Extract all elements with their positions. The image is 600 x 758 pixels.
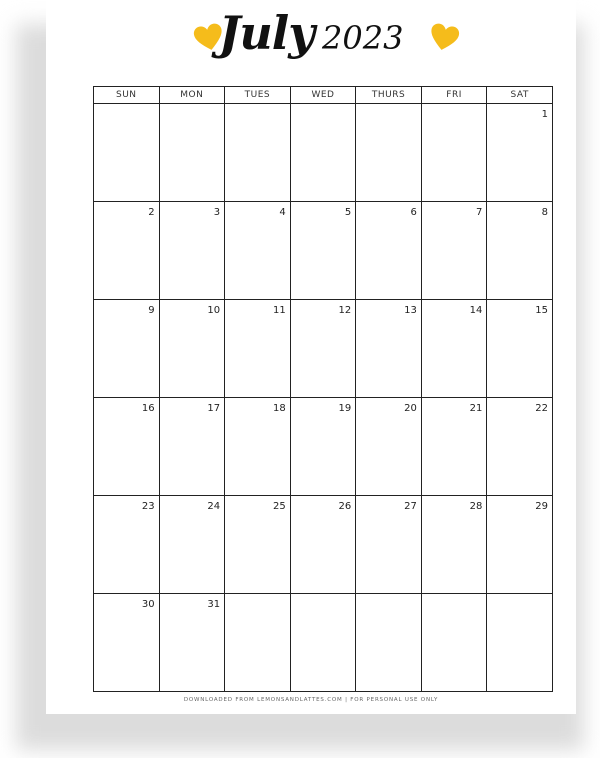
- day-cell: [159, 594, 225, 692]
- day-cell: [421, 104, 487, 202]
- day-cell: [159, 202, 225, 300]
- weekday-header: FRI: [421, 87, 487, 104]
- day-number: 2: [148, 207, 155, 218]
- day-cell: [356, 594, 422, 692]
- day-cell: [421, 496, 487, 594]
- day-cell: [94, 594, 160, 692]
- day-number: [291, 594, 356, 599]
- week-row: [94, 300, 553, 398]
- day-cell: [159, 496, 225, 594]
- day-number: [225, 594, 290, 599]
- day-number: 24: [207, 501, 221, 512]
- day-number: 7: [476, 207, 483, 218]
- day-number: 3: [213, 207, 221, 218]
- week-row: [94, 594, 553, 692]
- day-number: 31: [207, 599, 221, 610]
- day-cell: [159, 398, 225, 496]
- footer-credit: DOWNLOADED FROM LEMONSANDLATTES.COM | FOR PERSONAL USE ONLY: [183, 697, 439, 703]
- day-number: 18: [272, 403, 286, 414]
- day-number: 13: [404, 305, 417, 316]
- day-cell: [487, 398, 553, 496]
- day-cell: [421, 398, 487, 496]
- day-number: 4: [279, 207, 286, 218]
- day-cell: [94, 104, 160, 202]
- year-label: 2023: [321, 19, 404, 57]
- calendar-sheet: [46, 0, 576, 714]
- day-number: 29: [535, 501, 548, 512]
- day-cell: [290, 300, 356, 398]
- day-number: 28: [469, 501, 483, 512]
- day-cell: [159, 300, 225, 398]
- week-row: [94, 104, 553, 202]
- day-cell: [487, 104, 553, 202]
- day-cell: [225, 300, 291, 398]
- day-cell: [290, 594, 356, 692]
- day-number: 16: [141, 403, 155, 414]
- day-number: 15: [535, 305, 548, 316]
- day-number: [422, 104, 487, 109]
- day-number: 25: [272, 501, 286, 512]
- week-row: [94, 398, 553, 496]
- day-number: 14: [469, 305, 483, 316]
- week-row: [94, 202, 553, 300]
- day-cell: [225, 202, 291, 300]
- month-name: July: [218, 6, 314, 60]
- day-cell: [487, 496, 553, 594]
- day-cell: [290, 496, 356, 594]
- day-number: 9: [148, 305, 155, 316]
- weekday-header: SAT: [487, 87, 553, 104]
- day-number: [225, 104, 290, 109]
- day-cell: [94, 496, 160, 594]
- day-cell: [290, 104, 356, 202]
- day-number: [487, 594, 552, 599]
- weekday-header: SUN: [94, 87, 160, 104]
- day-cell: [290, 202, 356, 300]
- day-cell: [225, 398, 291, 496]
- day-cell: [159, 104, 225, 202]
- day-number: [356, 104, 421, 109]
- day-number: 23: [141, 501, 155, 512]
- day-cell: [94, 300, 160, 398]
- day-cell: [487, 202, 553, 300]
- day-number: 21: [469, 403, 483, 414]
- day-cell: [356, 104, 422, 202]
- day-cell: [94, 398, 160, 496]
- day-number: [356, 594, 421, 599]
- day-number: 1: [541, 109, 548, 120]
- day-number: 27: [404, 501, 417, 512]
- day-cell: [356, 300, 422, 398]
- weekday-header: TUES: [225, 87, 291, 104]
- calendar-grid: [93, 86, 553, 692]
- heart-icon: [426, 21, 461, 55]
- day-number: [94, 104, 159, 109]
- day-cell: [225, 496, 291, 594]
- day-number: 12: [338, 305, 352, 316]
- day-cell: [356, 496, 422, 594]
- week-row: [94, 496, 553, 594]
- day-number: 22: [535, 403, 548, 414]
- day-cell: [421, 300, 487, 398]
- day-cell: [356, 202, 422, 300]
- day-number: 20: [404, 403, 417, 414]
- day-cell: [487, 594, 553, 692]
- day-number: 11: [272, 305, 286, 316]
- weekday-header: THURS: [356, 87, 422, 104]
- day-cell: [225, 594, 291, 692]
- day-number: 10: [207, 305, 221, 316]
- day-number: [160, 104, 225, 109]
- weekday-header: MON: [159, 87, 225, 104]
- day-cell: [421, 202, 487, 300]
- calendar-title: [46, 6, 576, 60]
- weekday-header: WED: [290, 87, 356, 104]
- day-number: [291, 104, 356, 109]
- day-number: 5: [344, 207, 352, 218]
- day-number: 26: [338, 501, 352, 512]
- calendar-header: [46, 6, 576, 84]
- day-number: 17: [207, 403, 221, 414]
- day-cell: [225, 104, 291, 202]
- day-cell: [421, 594, 487, 692]
- day-cell: [290, 398, 356, 496]
- day-number: 30: [141, 599, 155, 610]
- day-cell: [487, 300, 553, 398]
- day-number: 6: [410, 207, 417, 218]
- day-number: [422, 594, 487, 599]
- day-number: 8: [541, 207, 548, 218]
- day-cell: [356, 398, 422, 496]
- day-number: 19: [338, 403, 352, 414]
- weekday-header-row: [94, 87, 553, 104]
- day-cell: [94, 202, 160, 300]
